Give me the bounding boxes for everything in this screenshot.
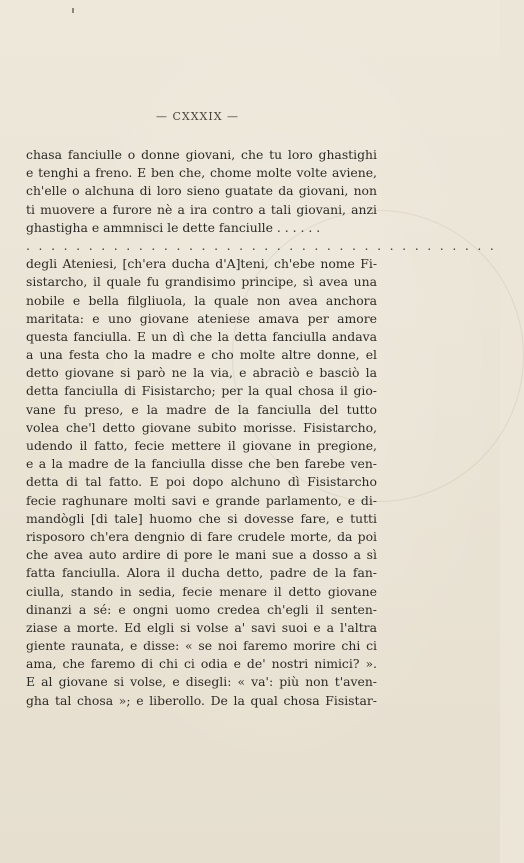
text-line: udendo il fatto, fecie mettere il giovane in pregione, bbox=[26, 438, 377, 453]
text-line: e a la madre de la fanciulla disse che ben farebe ven- bbox=[26, 456, 377, 472]
text-line: mandògli [di tale] huomo che si dovesse fare, e tutti bbox=[26, 510, 377, 526]
text-line: volea che'l detto giovane subito morisse. Fisistarcho, bbox=[26, 419, 377, 435]
text-line: a una festa cho la madre e cho molte altre donne, el bbox=[26, 347, 377, 363]
text-line: fecie raghunare molti savi e grande parlamento, e di- bbox=[26, 492, 377, 508]
text-line: risposoro ch'era dengnio di fare crudele morte, da poi bbox=[26, 528, 377, 544]
text-line: ch'elle o alchuna di loro sieno guatate da giovani, non bbox=[26, 183, 377, 199]
text-line: vane fu preso, e la madre de la fanciulla del tutto bbox=[26, 401, 377, 417]
text-line: nobile e bella filgliuola, la quale non avea anchora bbox=[26, 292, 377, 308]
text-line: detta fanciulla di Fisistarcho; per la qual chosa il gio- bbox=[26, 383, 377, 399]
text-line: che avea auto ardire di pore le mani sue a dosso a sì bbox=[26, 547, 377, 563]
text-line: gha tal chosa »; e liberollo. De la qual chosa Fisistar- bbox=[26, 692, 377, 708]
text-line: chasa fanciulle o donne giovani, che tu loro ghastighi bbox=[26, 147, 377, 162]
text-line: detto giovane si parò ne la via, e abraciò e basciò la bbox=[26, 365, 377, 381]
text-block bbox=[26, 146, 503, 710]
text-line: questa fanciulla. E un dì che la detta fanciulla andava bbox=[26, 328, 377, 344]
text-line: detta di tal fatto. E poi dopo alchuno dì Fisistarcho bbox=[26, 474, 377, 490]
margin-mark bbox=[72, 8, 74, 13]
text-line: giente raunata, e disse: « se noi faremo morire chi ci bbox=[26, 638, 377, 654]
paragraph-2 bbox=[26, 255, 377, 710]
text-line: sistarcho, il quale fu grandisimo principe, sì avea una bbox=[26, 274, 377, 290]
text-line: ti muovere a furore nè a ira contro a tali giovani, anzi bbox=[26, 201, 377, 217]
omission-dots: ...................................... bbox=[26, 237, 503, 253]
text-line: ghastigha e ammnisci le dette fanciulle . . . . . . bbox=[26, 219, 321, 235]
text-line: degli Ateniesi, [ch'era ducha d'A]teni, ch'ebe nome Fi- bbox=[26, 256, 377, 272]
text-line: fatta fanciulla. Alora il ducha detto, padre de la fan- bbox=[26, 565, 377, 581]
text-line: ciulla, stando in sedia, fecie menare il detto giovane bbox=[26, 583, 377, 599]
text-line: e tenghi a freno. E ben che, chome molte volte aviene, bbox=[26, 165, 377, 181]
paragraph-1 bbox=[26, 146, 377, 237]
text-line: maritata: e uno giovane ateniese amava per amore bbox=[26, 310, 377, 326]
text-line: ziase a morte. Ed elgli si volse a' savi suoi e a l'altra bbox=[26, 619, 377, 635]
text-line: dinanzi a sé: e ongni uomo credea ch'egli il senten- bbox=[26, 601, 377, 617]
page-number: — CXXXIX — bbox=[155, 110, 240, 123]
text-line: E al giovane si volse, e disegli: « va': più non t'aven- bbox=[26, 674, 377, 690]
text-line: ama, che faremo di chi ci odia e de' nostri nimici? ». bbox=[26, 656, 377, 672]
